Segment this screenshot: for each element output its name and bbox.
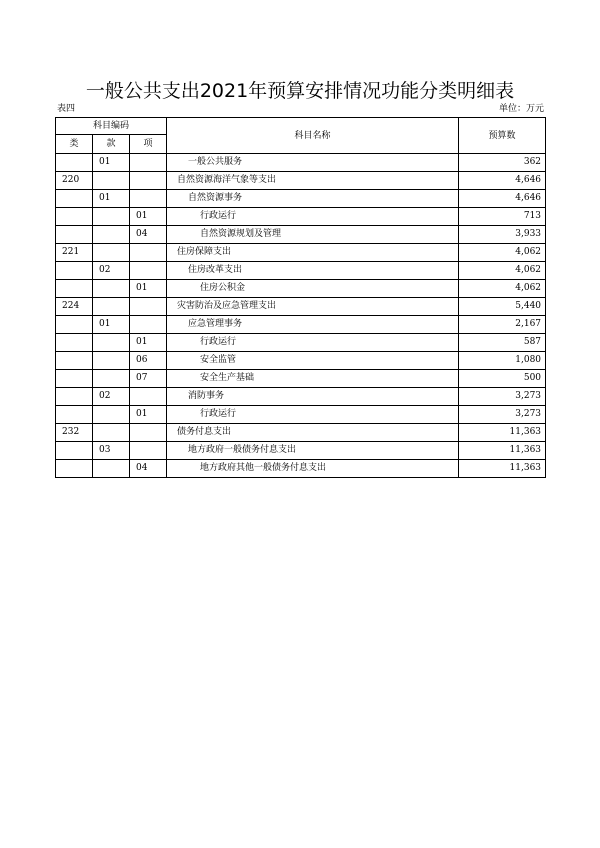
table-row	[56, 334, 546, 352]
cell-name: 自然资源事务	[167, 190, 459, 208]
cell-lei	[56, 262, 93, 280]
cell-name: 应急管理事务	[167, 316, 459, 334]
cell-amount: 2,167	[459, 316, 546, 334]
cell-kuan: 03	[93, 442, 130, 460]
cell-xiang	[130, 442, 167, 460]
cell-amount: 587	[459, 334, 546, 352]
cell-xiang	[130, 424, 167, 442]
cell-lei: 220	[56, 172, 93, 190]
table-row	[56, 316, 546, 334]
cell-xiang: 01	[130, 208, 167, 226]
cell-lei: 221	[56, 244, 93, 262]
cell-kuan: 01	[93, 316, 130, 334]
cell-kuan	[93, 334, 130, 352]
cell-xiang: 01	[130, 280, 167, 298]
cell-lei	[56, 226, 93, 244]
header-kuan: 款	[93, 135, 130, 154]
cell-xiang	[130, 244, 167, 262]
header-amount: 预算数	[459, 118, 546, 154]
cell-xiang: 07	[130, 370, 167, 388]
header-name: 科目名称	[167, 118, 459, 154]
cell-xiang	[130, 262, 167, 280]
table-row	[56, 190, 546, 208]
table-body	[56, 154, 546, 478]
cell-lei	[56, 406, 93, 424]
cell-xiang: 01	[130, 406, 167, 424]
cell-kuan	[93, 244, 130, 262]
cell-name: 地方政府其他一般债务付息支出	[167, 460, 459, 478]
cell-kuan	[93, 280, 130, 298]
table-row	[56, 370, 546, 388]
cell-lei: 224	[56, 298, 93, 316]
cell-xiang	[130, 316, 167, 334]
table-row	[56, 388, 546, 406]
cell-amount: 4,646	[459, 190, 546, 208]
cell-amount: 713	[459, 208, 546, 226]
cell-lei	[56, 190, 93, 208]
cell-name: 住房保障支出	[167, 244, 459, 262]
cell-name: 债务付息支出	[167, 424, 459, 442]
table-row	[56, 226, 546, 244]
cell-kuan	[93, 298, 130, 316]
cell-lei	[56, 442, 93, 460]
cell-xiang: 04	[130, 460, 167, 478]
cell-amount: 4,646	[459, 172, 546, 190]
cell-name: 住房改革支出	[167, 262, 459, 280]
cell-amount: 3,273	[459, 388, 546, 406]
table-row	[56, 460, 546, 478]
cell-amount: 4,062	[459, 262, 546, 280]
cell-xiang: 06	[130, 352, 167, 370]
table-row	[56, 442, 546, 460]
cell-lei	[56, 280, 93, 298]
table-row	[56, 208, 546, 226]
cell-name: 一般公共服务	[167, 154, 459, 172]
cell-xiang	[130, 190, 167, 208]
cell-kuan	[93, 172, 130, 190]
cell-lei	[56, 154, 93, 172]
cell-amount: 11,363	[459, 442, 546, 460]
cell-amount: 3,933	[459, 226, 546, 244]
cell-amount: 11,363	[459, 460, 546, 478]
table-row	[56, 424, 546, 442]
cell-kuan: 01	[93, 190, 130, 208]
cell-amount: 4,062	[459, 244, 546, 262]
cell-name: 灾害防治及应急管理支出	[167, 298, 459, 316]
cell-xiang	[130, 154, 167, 172]
cell-lei	[56, 460, 93, 478]
cell-lei	[56, 316, 93, 334]
cell-amount: 362	[459, 154, 546, 172]
table-row	[56, 280, 546, 298]
budget-table	[55, 117, 546, 478]
table-row	[56, 244, 546, 262]
cell-amount: 4,062	[459, 280, 546, 298]
cell-kuan: 02	[93, 262, 130, 280]
cell-name: 行政运行	[167, 334, 459, 352]
table-row	[56, 262, 546, 280]
header-xiang: 项	[130, 135, 167, 154]
cell-xiang	[130, 172, 167, 190]
cell-xiang: 04	[130, 226, 167, 244]
cell-name: 行政运行	[167, 406, 459, 424]
cell-amount: 3,273	[459, 406, 546, 424]
table-row	[56, 352, 546, 370]
cell-kuan	[93, 460, 130, 478]
cell-name: 安全监管	[167, 352, 459, 370]
cell-lei	[56, 370, 93, 388]
cell-name: 自然资源规划及管理	[167, 226, 459, 244]
cell-lei	[56, 352, 93, 370]
table-row	[56, 154, 546, 172]
cell-lei	[56, 208, 93, 226]
cell-amount: 500	[459, 370, 546, 388]
page-title: 一般公共支出2021年预算安排情况功能分类明细表	[85, 80, 515, 102]
cell-xiang: 01	[130, 334, 167, 352]
table-row	[56, 298, 546, 316]
cell-kuan: 01	[93, 154, 130, 172]
cell-kuan	[93, 370, 130, 388]
header-lei: 类	[56, 135, 93, 154]
header-code-group: 科目编码	[56, 118, 167, 135]
cell-lei	[56, 334, 93, 352]
cell-name: 消防事务	[167, 388, 459, 406]
cell-kuan	[93, 226, 130, 244]
cell-kuan	[93, 208, 130, 226]
cell-kuan: 02	[93, 388, 130, 406]
cell-kuan	[93, 352, 130, 370]
unit-label: 单位：万元	[498, 104, 544, 114]
cell-amount: 1,080	[459, 352, 546, 370]
cell-name: 住房公积金	[167, 280, 459, 298]
table-row	[56, 172, 546, 190]
cell-name: 地方政府一般债务付息支出	[167, 442, 459, 460]
cell-name: 安全生产基础	[167, 370, 459, 388]
cell-lei	[56, 388, 93, 406]
table-number: 表四	[57, 104, 76, 114]
cell-name: 自然资源海洋气象等支出	[167, 172, 459, 190]
cell-kuan	[93, 424, 130, 442]
cell-xiang	[130, 388, 167, 406]
cell-lei: 232	[56, 424, 93, 442]
cell-amount: 5,440	[459, 298, 546, 316]
cell-name: 行政运行	[167, 208, 459, 226]
cell-xiang	[130, 298, 167, 316]
cell-kuan	[93, 406, 130, 424]
cell-amount: 11,363	[459, 424, 546, 442]
table-row	[56, 406, 546, 424]
